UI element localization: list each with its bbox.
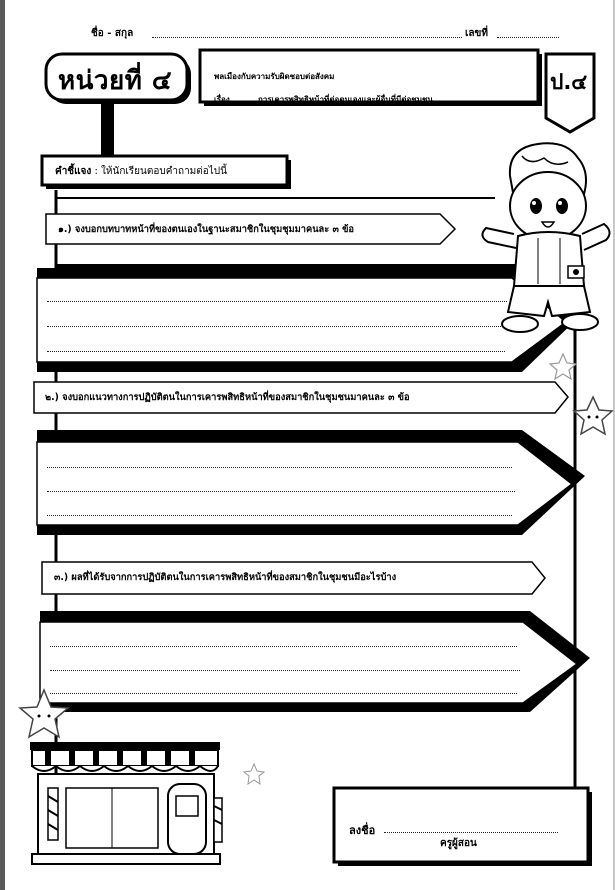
question-3: ๓.) ผลที่ได้รับจากการปฏิบัติตนในการเคารพสิทธิหน้าที่ของสมาชิกในชุมชนมีอะไรบ้าง	[54, 572, 397, 583]
instruction	[55, 164, 227, 179]
star-icon	[243, 763, 265, 785]
answer-3-line-2[interactable]	[50, 670, 520, 671]
signature-label: ลงชื่อ	[349, 824, 376, 837]
star-icon	[572, 395, 614, 437]
answer-1-line-1[interactable]	[47, 301, 507, 302]
answer-2-line-1[interactable]	[47, 467, 512, 468]
answer-2-line-3[interactable]	[47, 515, 512, 516]
number-label: เลขที่	[465, 28, 488, 39]
question-2: ๒.) จงบอกแนวทางการปฏิบัติตนในการเคารพสิทธิหน้าที่ของสมาชิกในชุมชนมาคนละ ๓ ข้อ	[45, 392, 410, 403]
star-icon	[18, 688, 70, 740]
subject-title: พลเมืองกับความรับผิดชอบต่อสังคม	[214, 72, 335, 81]
answer-3-line-3[interactable]	[50, 693, 517, 694]
instruction-label: คำชี้แจง	[55, 166, 92, 177]
answer-1-line-3[interactable]	[47, 351, 505, 352]
signature-line[interactable]	[384, 832, 558, 833]
grade-label: ป.๔	[550, 70, 588, 94]
instruction-text: : ให้นักเรียนตอบคำถามต่อไปนี้	[91, 166, 227, 177]
question-1: ๑.) จงบอกบทบาทหน้าที่ของตนเองในฐานะสมาชิกในชุมชุมมาคนละ ๓ ข้อ	[58, 224, 355, 235]
shop-icon	[28, 740, 236, 868]
boy-cartoon-icon	[478, 136, 614, 336]
answer-3-line-1[interactable]	[50, 646, 517, 647]
star-icon	[548, 352, 578, 382]
topic-text: การเคารพสิทธิหน้าที่ต่อตนเองและผู้อื่นที่มีต่อชุมชน	[258, 95, 433, 104]
answer-2-line-2[interactable]	[47, 491, 515, 492]
teacher-role: ครูผู้สอน	[440, 838, 477, 849]
unit-label: หน่วยที่ ๔	[58, 66, 173, 96]
topic-label: เรื่อง	[214, 95, 230, 104]
name-label: ชื่อ - สกุล	[91, 28, 134, 39]
answer-1-line-2[interactable]	[47, 326, 509, 327]
